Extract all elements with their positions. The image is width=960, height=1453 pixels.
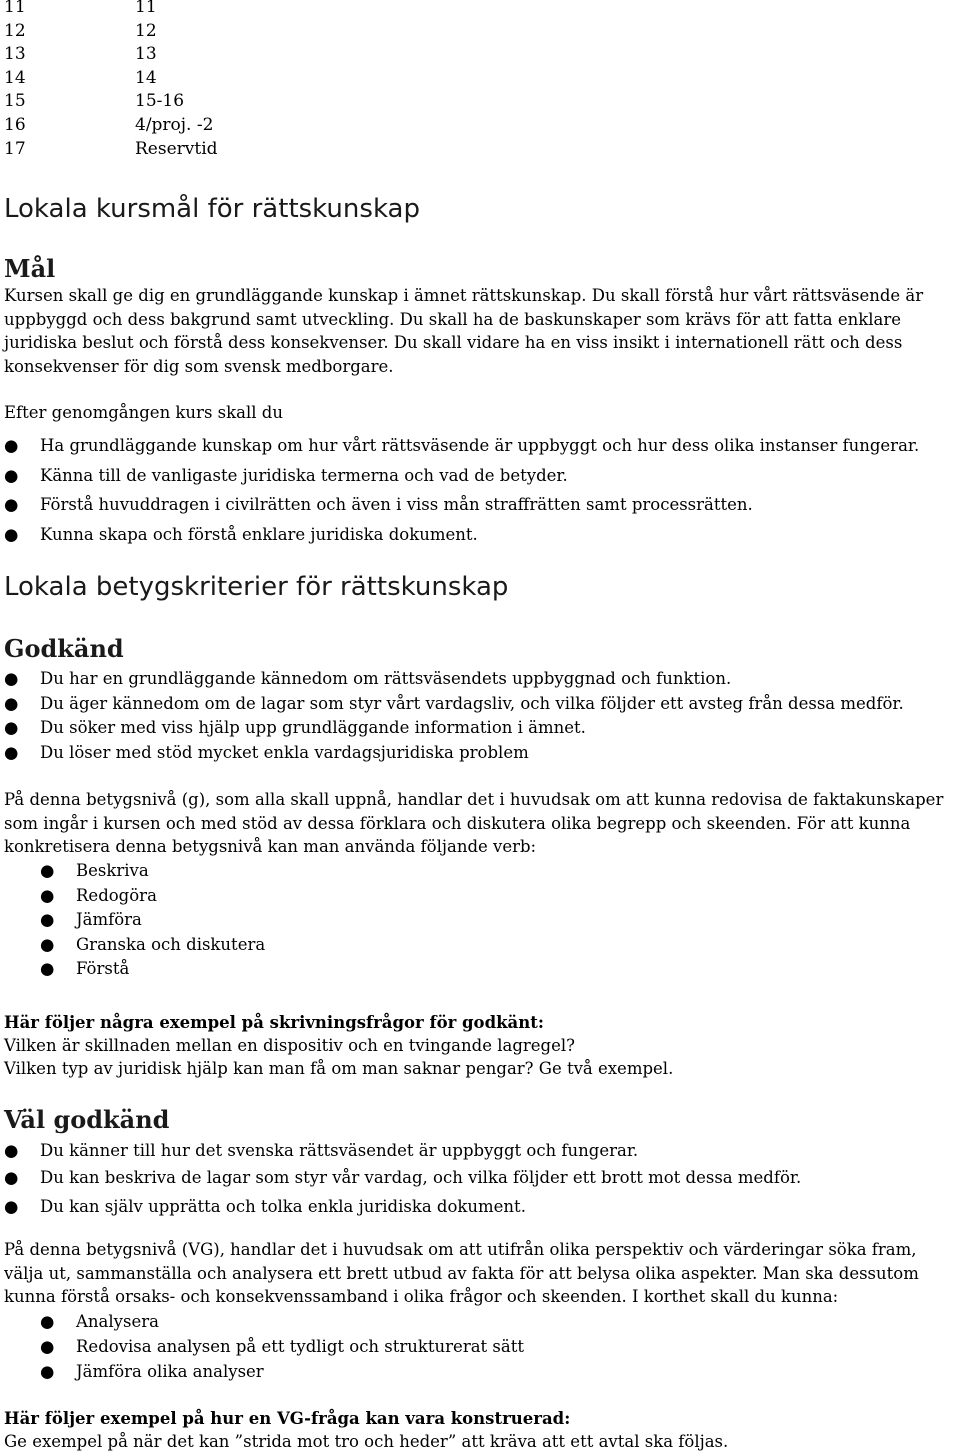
bullet-icon: ● [4,1167,19,1187]
list-item [4,520,919,550]
schedule-content: 14 [135,68,157,88]
criteria-heading: Lokala betygskriterier för rättskunskap [4,572,509,602]
schedule-content: 12 [135,21,157,41]
list-item-text: Kunna skapa och förstå enklare juridiska dokument. [40,524,478,544]
bullet-icon: ● [4,669,19,688]
bullet-icon: ● [40,934,55,954]
godkand-paragraph: På denna betygsnivå (g), som alla skall uppnå, handlar det i huvudsak om att kunna redovisa de faktakunskaper som ingår i kursen och med stöd av dessa förklara och diskutera olika begrepp och skeenden. För att kunna konkretisera denna betygsnivå kan man använda följande verb: [4,790,944,857]
bullet-icon: ● [4,436,19,455]
list-item-text: Du har en grundläggande kännedom om rättsväsendets uppbyggnad och funktion. [40,669,732,688]
mal-paragraph: Kursen skall ge dig en grundläggande kunskap i ämnet rättskunskap. Du skall förstå hur vårt rättsväsende är uppbyggd och dess bakgrund samt utveckling. Du skall ha de baskunskaper som krävs för att fatta enklare juridiska beslut och förstå dess konsekvenser. Du skall vidare ha en viss insikt i internationell rätt och dess konsekvenser för dig som svensk medborgare. [4,286,924,376]
schedule-content: Reservtid [135,139,218,159]
schedule-week: 16 [4,115,26,135]
schedule-content: 4/proj. -2 [135,115,214,135]
list-item [4,1335,524,1360]
list-item [4,692,904,717]
schedule-content: 15-16 [135,91,185,111]
godkand-example: Vilken är skillnaden mellan en dispositiv och en tvingande lagregel? [4,1036,575,1055]
list-item [4,716,904,741]
list-item [4,1165,801,1192]
list-item-text: Ha grundläggande kunskap om hur vårt rättsväsende är uppbyggt och hur dess olika instanser fungerar. [40,436,920,455]
bullet-icon: ● [40,1361,55,1381]
bullet-icon: ● [40,959,55,979]
list-item [4,859,265,884]
bullet-icon: ● [40,910,55,930]
mal-heading: Mål [4,254,56,283]
list-item [4,431,919,461]
schedule-week: 12 [4,21,26,41]
bullet-icon: ● [40,885,55,905]
bullet-icon: ● [4,465,19,485]
bullet-icon: ● [4,1197,19,1216]
list-item-text: Du söker med viss hjälp upp grundläggande information i ämnet. [40,718,586,738]
schedule-week: 13 [4,44,26,64]
list-item [4,1138,801,1165]
list-item [4,957,265,982]
goals-heading: Lokala kursmål för rättskunskap [4,194,420,224]
schedule-week: 15 [4,91,26,111]
valgodkand-list [4,1138,801,1221]
valgodkand-verb-list [4,1310,524,1384]
schedule-content: 13 [135,44,157,64]
bullet-icon: ● [40,861,55,880]
list-item-text: Du kan själv upprätta och tolka enkla juridiska dokument. [40,1197,526,1216]
godkand-verb-list [4,859,265,982]
schedule-week: 11 [4,0,26,17]
list-item-text: Du äger kännedom om de lagar som styr vårt vardagsliv, och vilka följder ett avsteg från dessa medför. [40,693,904,713]
godkand-list [4,667,904,766]
list-item-text: Du löser med stöd mycket enkla vardagsjuridiska problem [40,743,529,763]
list-item-text: Beskriva [76,861,149,880]
list-item-text: Känna till de vanligaste juridiska termerna och vad de betyder. [40,465,568,485]
list-item-text: Granska och diskutera [76,934,266,954]
list-item [4,461,919,491]
list-item-text: Analysera [76,1312,159,1331]
bullet-icon: ● [4,495,19,514]
schedule-week: 14 [4,68,26,88]
list-item [4,741,904,766]
schedule-content: 11 [135,0,157,17]
list-item [4,1360,524,1385]
list-item-text: Förstå huvuddragen i civilrätten och även i viss mån straffrätten samt processrätten. [40,495,753,514]
after-course-list [4,431,919,549]
bullet-icon: ● [4,743,19,763]
bullet-icon: ● [40,1336,55,1356]
valgodkand-example: Ge exempel på när det kan ”strida mot tro och heder” att kräva att ett avtal ska följas. [4,1432,729,1451]
list-item [4,1310,524,1335]
list-item-text: Jämföra olika analyser [76,1361,264,1381]
bullet-icon: ● [40,1312,55,1331]
list-item-text: Jämföra [76,910,142,930]
list-item [4,884,265,909]
godkand-examples-heading: Här följer några exempel på skrivningsfrågor för godkänt: [4,1013,544,1032]
bullet-icon: ● [4,1141,19,1160]
valgodkand-paragraph: På denna betygsnivå (VG), handlar det i huvudsak om att utifrån olika perspektiv och värderingar söka fram, välja ut, sammanställa och analysera ett brett utbud av fakta för att belysa olika aspekter. Man ska dessutom kunna förstå orsaks- och konsekvenssamband i olika frågor och skeenden. I korthet skall du kunna: [4,1240,919,1307]
bullet-icon: ● [4,718,19,738]
list-item [4,933,265,958]
list-item-text: Du känner till hur det svenska rättsväsendet är uppbyggt och fungerar. [40,1141,639,1160]
list-item [4,1194,801,1221]
schedule-week: 17 [4,139,26,159]
bullet-icon: ● [4,524,19,544]
list-item-text: Du kan beskriva de lagar som styr vår vardag, och vilka följder ett brott mot dessa medför. [40,1167,802,1187]
valgodkand-heading: Väl godkänd [4,1105,170,1134]
godkand-heading: Godkänd [4,634,124,663]
list-item-text: Redogöra [76,885,157,905]
list-item-text: Förstå [76,959,130,979]
bullet-icon: ● [4,693,19,713]
valgodkand-example-heading: Här följer exempel på hur en VG-fråga kan vara konstruerad: [4,1409,571,1428]
list-item [4,908,265,933]
after-course-intro: Efter genomgången kurs skall du [4,403,283,422]
godkand-example: Vilken typ av juridisk hjälp kan man få om man saknar pengar? Ge två exempel. [4,1059,674,1078]
list-item [4,667,904,692]
list-item-text: Redovisa analysen på ett tydligt och strukturerat sätt [76,1336,524,1356]
list-item [4,490,919,520]
